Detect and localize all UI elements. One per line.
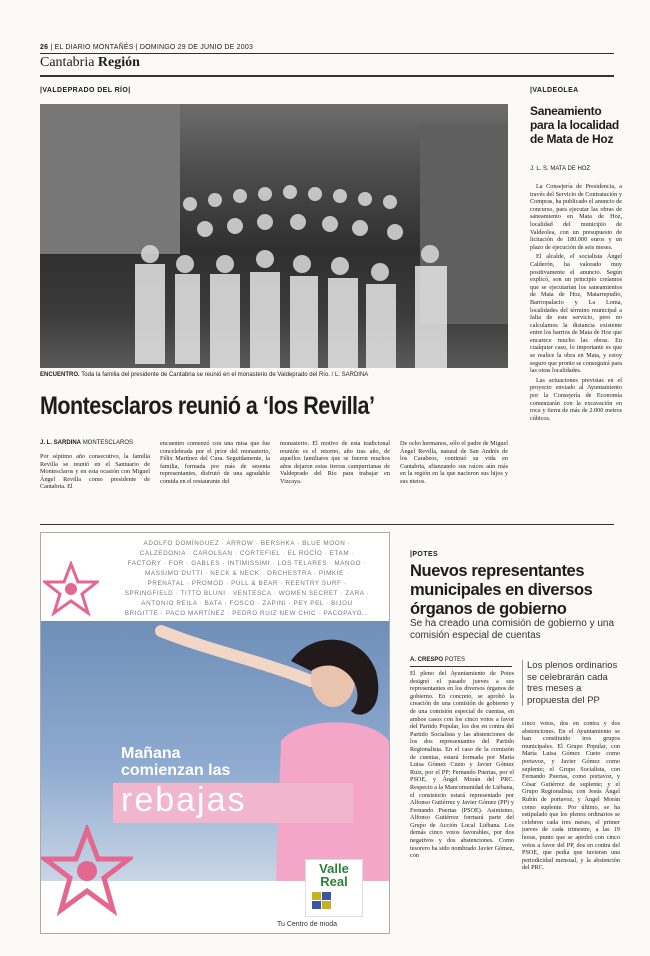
- side-paragraph-1: La Consejería de Presidencia, a través del Servicio de Contratación y Compras, ha publicado el anuncio de concurso, para ejecutar las obras de saneamiento en Mata de Hoz, localidad del municipio de Valdeolea, con un presupuesto de licitación de 180.000 euros y un plazo de ejecución de seis meses.: [530, 183, 622, 251]
- stone-wall: [40, 104, 180, 254]
- brand-line: PRENATAL · PROMOD · PULL & BEAR · REENTRY SURF ·: [147, 580, 347, 587]
- raised-arm: [161, 631, 311, 681]
- mid-rule: [40, 524, 614, 525]
- caption-text: Toda la familia del presidente de Cantabria se reunió en el monasterio de Valdeprado del Río. / L. SARDINA: [81, 372, 369, 378]
- side-body: [530, 183, 622, 513]
- slogan-line-2: comienzan las: [121, 762, 231, 779]
- page-number: 26: [40, 44, 49, 51]
- side-paragraph-2: El alcalde, el socialista Ángel Calderón, ha valorado muy positivamente el anuncio. Según explicó, son un principio creíamos que se ejecutarían los saneamientos de Mata de Hoz, Matarrepudio, Barriopalacio y La Loma, localidades del término municipal a falta de este servicio, pero no calculamos la distancia existente entre los barrios de Mata de Hoz que encarece mucho las obras. En cualquier caso, lo importante es que se realice la obra en Mata, y estoy seguro que pronto se conseguirá para las otras localidades.: [530, 253, 622, 375]
- byline-author: J. L. SARDINA: [40, 440, 82, 446]
- potes-col-1: El pleno del Ayuntamiento de Potes designó el pasado jueves a sus representantes en los diversos órganos de gobierno. En concreto, se aprobó la creación de una comisión de gobierno y de una comisión especial de cuentas, en ambos casos con los cinco votos a favor del Partido Popular, los dos en contra del Partido Socialista y las abstenciones de los dos representantes del Partido Regionalista. En el caso de la comisión de cuentas, estará formada por María Luisa Gómez Cueto y Javier Gómez Ruiz, por el PP; Fernando Puertas, por el PSOE, y Ángel Morán del PRC. Respecto a la Mancomunidad de Liébana, el consistorio estará representado por Alfonso Gutiérrez y Javier Gómez (PP) y Fernando Puertas (PSOE). Asimismo, Alfonso Gutiérrez formará parte del Grupo de Acción Local Liébana. Los demás cinco votos favorables, por dos negativos y dos abstenciones. Como tesorero ha sido nombrado Javier Gómez, con: [410, 670, 514, 860]
- main-byline: [40, 440, 133, 446]
- main-col-3: monasterio. El motivo de esta tradicional reunión es el retorno, año tras año, de aquellos familiares que se fueron muchos años dejaron estas tierras campurrianas de Valdeprado del Río para trabajar en Vizcaya.: [280, 440, 390, 485]
- header-rule: [40, 53, 614, 54]
- caption-lead: ENCUENTRO.: [40, 372, 80, 378]
- main-col-4: De ocho hermanos, sólo el padre de Miguel Ángel Revilla, natural de San Andrés de los Carabeos, continuó su vida en Cantabria, afianzando sus raíces aún más en la región en la que nacieron sus hijos y sus nietos.: [400, 440, 508, 485]
- section-name-region: Región: [97, 55, 140, 70]
- potes-headline: Nuevos representantes municipales en diversos órganos de gobierno: [410, 562, 593, 618]
- page-header: 26 | EL DIARIO MONTAÑÉS | DOMINGO 29 DE JUNIO DE 2003: [40, 44, 254, 51]
- crowd-bodies: [135, 264, 447, 368]
- potes-subhead: Se ha creado una comisión de gobierno y una comisión especial de cuentas: [410, 618, 615, 641]
- side-headline: Saneamiento para la localidad de Mata de Hoz: [530, 104, 619, 146]
- star-icon: [43, 561, 99, 617]
- potes-kicker: |POTES: [410, 551, 439, 558]
- main-headline: Montesclaros reunió a ‘los Revilla’: [40, 392, 375, 420]
- main-col-1: Por séptimo año consecutivo, la familia Revilla se reunió en el Santuario de Montesclaros y en esta ocasión con Miguel Ángel Revilla como presidente de Cantabria. El: [40, 453, 150, 491]
- newspaper-name: EL DIARIO MONTAÑÉS: [54, 44, 134, 51]
- logo-mark-icon: [312, 892, 332, 910]
- issue-date: DOMINGO 29 DE JUNIO DE 2003: [139, 44, 254, 51]
- brand-line: ANTONIO REILA · BATA · FOSCO · ZAPINI · PEY PEL · BIJOU: [141, 600, 353, 607]
- star-icon: [41, 825, 133, 917]
- rebajas-word: rebajas: [121, 781, 247, 819]
- side-paragraph-3: Las actuaciones previstas en el proyecto enviado al Ayuntamiento por la Consejería de Economía comenzarán con la excavación en roca y tierra de más de 2.000 metros cúbicos.: [530, 376, 622, 422]
- photo-illustration: [40, 104, 508, 368]
- brand-list: [111, 539, 383, 619]
- section-name-cantabria: Cantabria: [40, 55, 95, 70]
- valle-real-logo: [305, 859, 363, 917]
- section-rule: [40, 75, 614, 77]
- rebajas-advert: [40, 532, 390, 934]
- byline-place: POTES: [444, 657, 466, 663]
- section-title: [40, 55, 140, 71]
- ad-tagline: Tu Centro de moda: [277, 921, 338, 928]
- side-kicker: |VALDEOLEA: [530, 87, 579, 94]
- brand-line: FACTORY · FOR · GABLES · INTIMISSIMI · LOS TELARES · MANGO ·: [127, 560, 367, 567]
- side-byline: J. L. S. MATA DE HOZ: [530, 166, 591, 172]
- slogan-block: [121, 745, 230, 779]
- brand-line: ADOLFO DOMÍNGUEZ · ARROW · BERSHKA · BLUE MOON ·: [143, 540, 351, 547]
- byline-rule: [410, 666, 512, 667]
- photo-caption: [40, 372, 508, 378]
- byline-author: A. CRESPO: [410, 657, 444, 663]
- family-photo: [40, 104, 508, 368]
- crowd-heads: [141, 185, 439, 281]
- brand-line: MASSIMO DUTTI · NECK & NECK · ORCHESTRA · PIMKIE ·: [145, 570, 349, 577]
- potes-byline: [410, 657, 465, 663]
- potes-col-2: cinco votos, dos en contra y dos abstenciones. En el Ayuntamiento se han constituido tres grupos municipales. El Grupo Popular, con María Luisa Gómez Cueto como portavoz, y Javier Gómez como suplente; el Grupo Socialista, con Fernando Puertas, como portavoz, y César Gutiérrez de suplente; y el Grupo Regionalista, con Jesús Ángel Rubín de portavoz, y Ángel Morán como suplente. Por último, se ha estipulado que los plenos ordinarios se celebren cada tres meses, el primer jueves de cada trimestre, a las 19 horas, punto que se aprobó con cinco votos a favor del PP, dos en contra del PSOE, que pedía que tuvieran una periodicidad mensual, y la abstención del PRC.: [522, 720, 620, 872]
- brand-line: SPRINGFIELD · TITTO BLUNI · VENTESCA · WOMEN SECRET · ZARA ·: [124, 590, 370, 597]
- main-kicker: |VALDEPRADO DEL RÍO|: [40, 87, 131, 94]
- slogan-line-1: Mañana: [121, 745, 181, 762]
- brand-line: CALZEDONIA · CAROLSAN · CORTEFIEL · EL ROCÍO · ETAM ·: [139, 550, 355, 557]
- main-col-2: encuentro comenzó con una misa que fue concelebrada por el prior del monasterio, Félix Martínez del Cura. Seguidamente, la familia, formada por más de sesenta representantes, disfrutó de una agradable comida en el restaurante del: [160, 440, 270, 485]
- logo-word-real: Real: [320, 874, 348, 889]
- pull-quote: Los plenos ordinarios se celebrarán cada tres meses a propuesta del PP: [522, 660, 625, 706]
- logo-word-valle: Valle: [319, 861, 349, 876]
- brand-line: BRIGITTE · PACO MARTÍNEZ · PEDRO RUIZ NEW CHIC · PACOPAYO...: [124, 610, 370, 617]
- byline-place: MONTESCLAROS: [82, 440, 134, 446]
